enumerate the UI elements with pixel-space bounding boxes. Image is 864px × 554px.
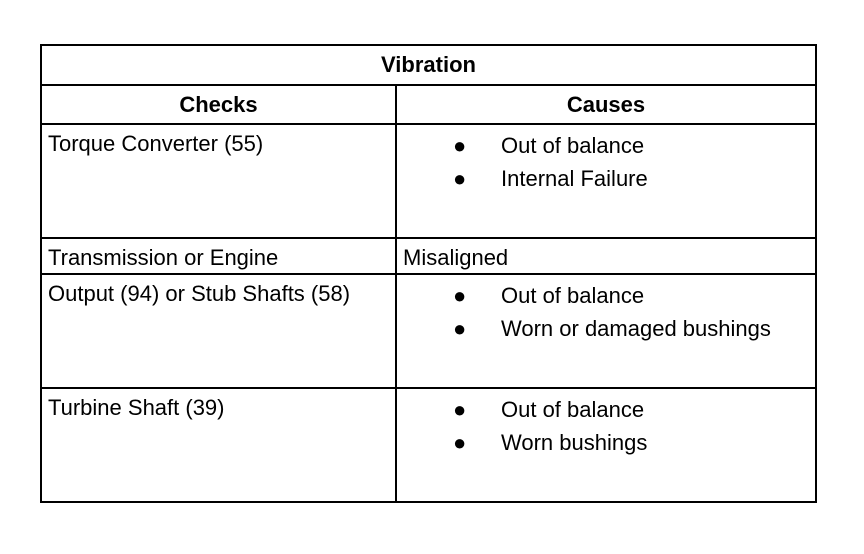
bullet-icon: ● [453, 133, 467, 158]
check-cell: Output (94) or Stub Shafts (58) [41, 274, 396, 388]
bullet-icon: ● [453, 316, 467, 341]
cause-cell [396, 388, 816, 502]
title-row [41, 45, 816, 85]
causes-header: Causes [396, 85, 816, 124]
table-row [41, 124, 816, 238]
check-cell: Transmission or Engine [41, 238, 396, 274]
vibration-diagnosis-table [40, 44, 817, 503]
cause-text: Out of balance [501, 283, 645, 308]
check-cell: Turbine Shaft (39) [41, 388, 396, 502]
cause-cell: Misaligned [396, 238, 816, 274]
header-row [41, 85, 816, 124]
cause-item [397, 395, 815, 428]
cause-item [397, 314, 815, 347]
bullet-icon: ● [453, 283, 467, 308]
cause-cell [396, 124, 816, 238]
cause-text: Internal Failure [501, 166, 648, 191]
cause-list [397, 395, 815, 461]
bullet-icon: ● [453, 430, 467, 455]
cause-item [397, 428, 815, 461]
checks-header: Checks [41, 85, 396, 124]
cause-list [397, 281, 815, 347]
cause-text: Out of balance [501, 397, 645, 422]
table-title: Vibration [41, 45, 816, 85]
bullet-icon: ● [453, 166, 467, 191]
cause-text: Worn or damaged bushings [501, 316, 771, 341]
table-row [41, 388, 816, 502]
cause-item [397, 281, 815, 314]
bullet-icon: ● [453, 397, 467, 422]
cause-item [397, 131, 815, 164]
cause-text: Worn bushings [501, 430, 648, 455]
table-row [41, 274, 816, 388]
check-cell: Torque Converter (55) [41, 124, 396, 238]
cause-text: Out of balance [501, 133, 645, 158]
cause-cell [396, 274, 816, 388]
cause-item [397, 164, 815, 197]
cause-list [397, 131, 815, 197]
table-row [41, 238, 816, 274]
